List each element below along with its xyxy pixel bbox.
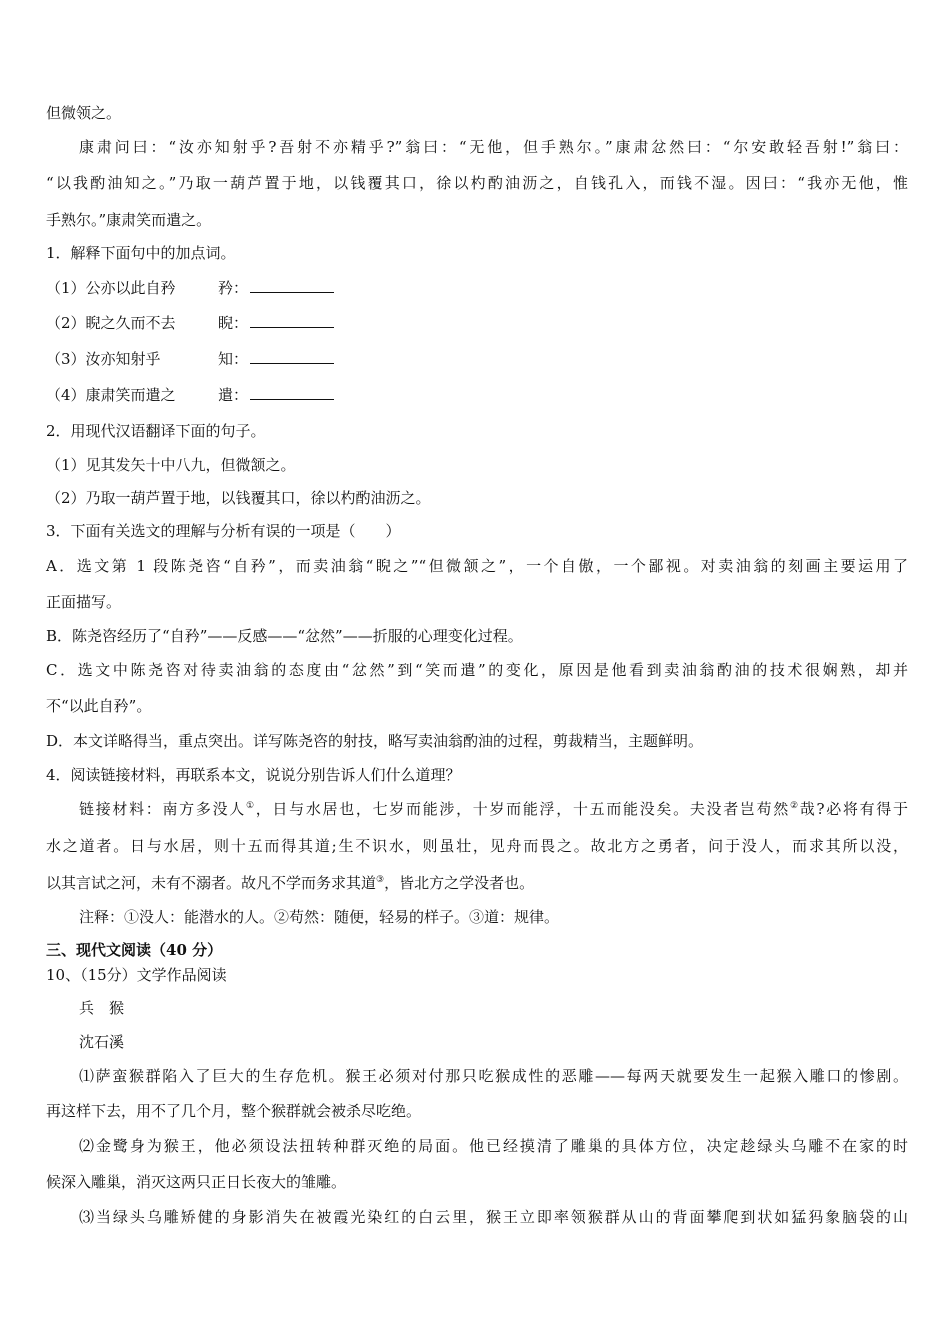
- item-phrase: （4）康肃笑而遣之: [46, 386, 176, 404]
- question-4-title: 4．阅读链接材料，再联系本文，说说分别告诉人们什么道理？: [46, 766, 461, 784]
- question-1-title: 1．解释下面句中的加点词。: [46, 244, 236, 262]
- question-1-item: [46, 349, 908, 369]
- story-paragraph: ⑶当绿头乌雕矫健的身影消失在被霞光染红的白云里，猴王立即率领猴群从山的背面攀爬到状如猛犸象脑袋的山: [79, 1208, 908, 1226]
- question-1-item: [46, 278, 908, 298]
- answer-blank[interactable]: [250, 385, 334, 400]
- question-1-item: [46, 385, 908, 405]
- option-d: D．本文详略得当，重点突出。详写陈尧咨的射技，略写卖油翁酌油的过程，剪裁精当，主题鲜明。: [46, 732, 704, 750]
- footnote-marker: ③: [376, 875, 385, 885]
- material-text: 链接材料：南方多没人: [79, 800, 246, 818]
- option-b: B．陈尧咨经历了“自矜”——反感——“忿然”——折服的心理变化过程。: [46, 627, 523, 645]
- story-paragraph-cont: 候深入雕巢，消灭这两只正日长夜大的雏雕。: [46, 1173, 347, 1191]
- answer-blank[interactable]: [250, 313, 334, 328]
- story-author: 沈石溪: [79, 1033, 125, 1051]
- item-word: 遣：: [218, 386, 249, 404]
- option-c: C．选文中陈尧咨对待卖油翁的态度由“忿然”到“笑而遣”的变化，原因是他看到卖油翁酌油的技术很娴熟，却并: [46, 661, 908, 679]
- question-2-sentence: （2）乃取一葫芦置于地，以钱覆其口，徐以杓酌油沥之。: [46, 489, 431, 507]
- footnote-marker: ①: [245, 801, 256, 811]
- footnote-marker: ②: [790, 801, 800, 811]
- option-c-cont: 不“以此自矜”。: [46, 697, 152, 715]
- link-material-line: 水之道者。日与水居，则十五而得其道;生不识水，则虽壮，见舟而畏之。故北方之勇者，问于没人，而求其所以没，: [46, 837, 908, 855]
- material-text: ，日与水居也，七岁而能涉，十岁而能浮，十五而能没矣。夫没者岂苟然: [255, 800, 790, 818]
- material-text: ，皆北方之学没者也。: [384, 874, 535, 892]
- item-word: 矜：: [218, 279, 249, 297]
- link-material-line: [79, 799, 908, 819]
- question-1-item: [46, 313, 908, 333]
- option-a-cont: 正面描写。: [46, 593, 122, 611]
- text-line: 但微领之。: [46, 104, 122, 122]
- story-paragraph: ⑵金鹭身为猴王，他必须设法扭转种群灭绝的局面。他已经摸清了雕巢的具体方位，决定趁绿头乌雕不在家的时: [79, 1137, 908, 1155]
- footnote: 注释：①没人：能潜水的人。②苟然：随便，轻易的样子。③道：规律。: [79, 908, 560, 926]
- question-2-title: 2．用现代汉语翻译下面的句子。: [46, 422, 266, 440]
- link-material-line: [46, 873, 908, 893]
- item-word: 知：: [218, 350, 249, 368]
- question-2-sentence: （1）见其发矢十中八九，但微颔之。: [46, 456, 296, 474]
- text-line: 康肃问曰：“汝亦知射乎?吾射不亦精乎?”翁曰：“无他，但手熟尔。”康肃忿然曰：“尔安敢轻吾射!”翁曰：: [79, 138, 908, 156]
- text-line: “以我酌油知之。”乃取一葫芦置于地，以钱覆其口，徐以杓酌油沥之，自钱孔入，而钱不湿。因曰：“我亦无他，惟: [46, 174, 908, 192]
- story-title: 兵 猴: [79, 999, 125, 1017]
- story-paragraph: ⑴萨蛮猴群陷入了巨大的生存危机。猴王必须对付那只吃猴成性的恶雕——每两天就要发生一起猴入雕口的惨剧。: [79, 1067, 908, 1085]
- item-phrase: （2）睨之久而不去: [46, 314, 176, 332]
- material-text: 以其言试之河，未有不溺者。故凡不学而务求其道: [46, 874, 377, 892]
- item-phrase: （1）公亦以此自矜: [46, 279, 176, 297]
- question-3-title: 3．下面有关选文的理解与分析有误的一项是（ ）: [46, 522, 401, 540]
- material-text: 哉?必将有得于: [799, 800, 908, 818]
- option-a: A．选文第 1 段陈尧咨“自矜”，而卖油翁“睨之”“但微颔之”，一个自傲，一个鄙视。对卖油翁的刻画主要运用了: [46, 557, 908, 575]
- item-word: 睨：: [218, 314, 249, 332]
- answer-blank[interactable]: [250, 349, 334, 364]
- text-line: 手熟尔。”康肃笑而遣之。: [46, 211, 212, 229]
- story-paragraph-cont: 再这样下去，用不了几个月，整个猴群就会被杀尽吃绝。: [46, 1102, 422, 1120]
- section-heading: 三、现代文阅读（40 分）: [46, 941, 223, 959]
- item-phrase: （3）汝亦知射乎: [46, 350, 161, 368]
- answer-blank[interactable]: [250, 278, 334, 293]
- question-10-title: 10、（15分）文学作品阅读: [46, 966, 227, 984]
